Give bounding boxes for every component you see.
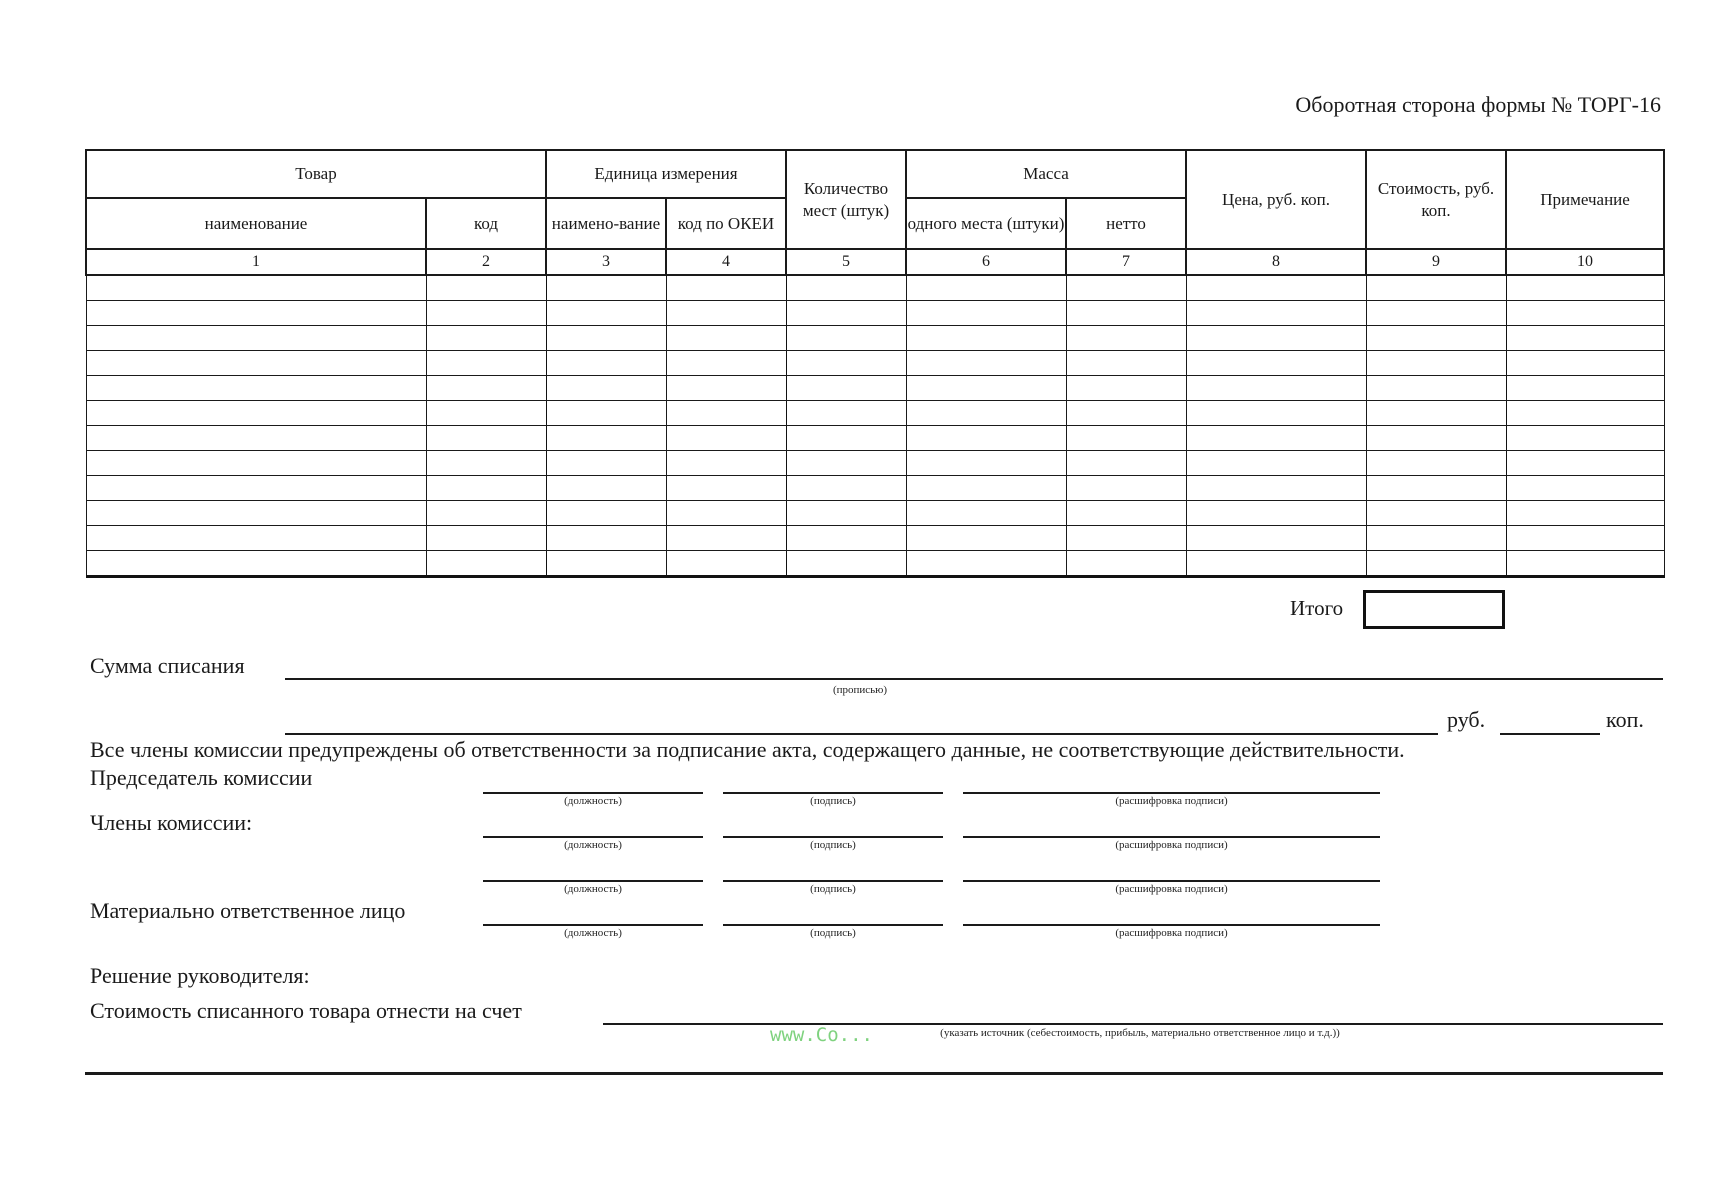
table-cell[interactable]: [1366, 275, 1506, 301]
table-cell[interactable]: [546, 326, 666, 351]
table-row: [86, 501, 1664, 526]
table-cell[interactable]: [546, 526, 666, 551]
table-cell[interactable]: [546, 401, 666, 426]
column-number: 2: [426, 249, 546, 275]
table-cell[interactable]: [86, 501, 426, 526]
table-row: [86, 326, 1664, 351]
table-cell[interactable]: [906, 376, 1066, 401]
rasshifrovka-hint: (расшифровка подписи): [1115, 795, 1228, 807]
table-cell[interactable]: [1186, 451, 1366, 476]
podpis-hint: (подпись): [810, 883, 856, 895]
podpis-line[interactable]: [723, 836, 943, 838]
table-cell[interactable]: [786, 376, 906, 401]
table-cell[interactable]: [1186, 551, 1366, 577]
table-cell[interactable]: [546, 351, 666, 376]
table-cell[interactable]: [1366, 401, 1506, 426]
table-cell[interactable]: [86, 275, 426, 301]
table-cell[interactable]: [1066, 326, 1186, 351]
rasshifrovka-hint: (расшифровка подписи): [1115, 883, 1228, 895]
watermark: www.Co...: [770, 1024, 873, 1046]
dolzhnost-hint: (должность): [564, 795, 622, 807]
dolzhnost-hint: (должность): [564, 839, 622, 851]
column-number: 8: [1186, 249, 1366, 275]
header-kolichestvo: Количество мест (штук): [786, 150, 906, 249]
column-number: 5: [786, 249, 906, 275]
table-cell[interactable]: [906, 326, 1066, 351]
table-cell[interactable]: [1066, 275, 1186, 301]
table-cell[interactable]: [1066, 526, 1186, 551]
table-cell[interactable]: [426, 275, 546, 301]
table-row: [86, 301, 1664, 326]
members-label: Члены комиссии:: [90, 810, 253, 835]
table-cell[interactable]: [546, 426, 666, 451]
column-number: 6: [906, 249, 1066, 275]
table-cell[interactable]: [906, 551, 1066, 577]
header-tovar: Товар: [86, 150, 546, 198]
header-massa: Масса: [906, 150, 1186, 198]
table-cell[interactable]: [426, 451, 546, 476]
subheader-kod: код: [426, 198, 546, 249]
table-cell[interactable]: [426, 476, 546, 501]
table-cell[interactable]: [786, 326, 906, 351]
table-row: [86, 476, 1664, 501]
table-cell[interactable]: [786, 526, 906, 551]
table-cell[interactable]: [1186, 326, 1366, 351]
table-cell[interactable]: [86, 551, 426, 577]
podpis-line[interactable]: [723, 924, 943, 926]
table-row: [86, 351, 1664, 376]
rasshifrovka-line[interactable]: [963, 924, 1380, 926]
table-cell[interactable]: [1066, 426, 1186, 451]
column-number: 3: [546, 249, 666, 275]
account-label: Стоимость списанного товара отнести на счет: [90, 998, 522, 1023]
table-cell[interactable]: [1506, 501, 1664, 526]
column-number: 9: [1366, 249, 1506, 275]
dolzhnost-line[interactable]: [483, 836, 703, 838]
table-cell[interactable]: [666, 501, 786, 526]
dolzhnost-hint: (должность): [564, 927, 622, 939]
table-cell[interactable]: [1186, 426, 1366, 451]
table-cell[interactable]: [1186, 501, 1366, 526]
decision-label: Решение руководителя:: [90, 963, 310, 988]
rasshifrovka-line[interactable]: [963, 792, 1380, 794]
table-cell[interactable]: [786, 301, 906, 326]
table-cell[interactable]: [666, 376, 786, 401]
table-cell[interactable]: [1366, 551, 1506, 577]
table-cell[interactable]: [906, 501, 1066, 526]
subheader-odnogo-mesta: одного места (штуки): [906, 198, 1066, 249]
table-cell[interactable]: [666, 275, 786, 301]
bottom-rule: [85, 1072, 1663, 1075]
table-cell[interactable]: [1366, 301, 1506, 326]
podpis-hint: (подпись): [810, 795, 856, 807]
table-cell[interactable]: [546, 476, 666, 501]
table-cell[interactable]: [426, 526, 546, 551]
table-body: [86, 275, 1664, 577]
podpis-line[interactable]: [723, 880, 943, 882]
table-row: [86, 376, 1664, 401]
table-cell[interactable]: [906, 476, 1066, 501]
table-cell[interactable]: [86, 451, 426, 476]
table-cell[interactable]: [1186, 275, 1366, 301]
table-cell[interactable]: [666, 351, 786, 376]
table-cell[interactable]: [426, 351, 546, 376]
account-hint: (указать источник (себестоимость, прибыль, материально ответственное лицо и т.д.)): [940, 1027, 1340, 1039]
table-cell[interactable]: [1506, 476, 1664, 501]
summa-line-2[interactable]: [285, 733, 1438, 735]
table-cell[interactable]: [86, 376, 426, 401]
table-cell[interactable]: [1186, 401, 1366, 426]
table-cell[interactable]: [1186, 376, 1366, 401]
rasshifrovka-line[interactable]: [963, 880, 1380, 882]
table-cell[interactable]: [666, 476, 786, 501]
table-row: [86, 551, 1664, 577]
table-cell[interactable]: [906, 526, 1066, 551]
table-cell[interactable]: [786, 401, 906, 426]
table-cell[interactable]: [786, 426, 906, 451]
table-cell[interactable]: [1066, 301, 1186, 326]
itogo-label: Итого: [1290, 596, 1344, 620]
table-cell[interactable]: [666, 551, 786, 577]
podpis-hint: (подпись): [810, 839, 856, 851]
podpis-hint: (подпись): [810, 927, 856, 939]
rub-label: руб.: [1447, 707, 1486, 732]
table-cell[interactable]: [86, 426, 426, 451]
table-cell[interactable]: [906, 426, 1066, 451]
column-number: 4: [666, 249, 786, 275]
table-cell[interactable]: [786, 351, 906, 376]
table-cell[interactable]: [1066, 376, 1186, 401]
form-title: Оборотная сторона формы № ТОРГ-16: [1295, 92, 1661, 117]
table-row: [86, 526, 1664, 551]
kop-line[interactable]: [1500, 733, 1600, 735]
table-cell[interactable]: [546, 376, 666, 401]
table-cell[interactable]: [1186, 476, 1366, 501]
table-cell[interactable]: [546, 551, 666, 577]
table-cell[interactable]: [1366, 476, 1506, 501]
header-cena: Цена, руб. коп.: [1186, 150, 1366, 249]
table-cell[interactable]: [1066, 551, 1186, 577]
table-cell[interactable]: [1066, 401, 1186, 426]
table-cell[interactable]: [426, 426, 546, 451]
table-cell[interactable]: [86, 301, 426, 326]
table-cell[interactable]: [1366, 501, 1506, 526]
table-cell[interactable]: [1186, 301, 1366, 326]
table-cell[interactable]: [666, 426, 786, 451]
warning-text: Все члены комиссии предупреждены об ответственности за подписание акта, содержащего данные, не соответствующие действительности.: [90, 737, 1405, 762]
table-cell[interactable]: [1366, 351, 1506, 376]
table-cell[interactable]: [1186, 351, 1366, 376]
table-cell[interactable]: [1506, 526, 1664, 551]
subheader-naimenovanie: наименование: [86, 198, 426, 249]
table-cell[interactable]: [666, 326, 786, 351]
table-cell[interactable]: [426, 551, 546, 577]
table-cell[interactable]: [906, 301, 1066, 326]
table-cell[interactable]: [1366, 426, 1506, 451]
table-cell[interactable]: [1066, 451, 1186, 476]
table-cell[interactable]: [906, 351, 1066, 376]
table-cell[interactable]: [1506, 451, 1664, 476]
table-cell[interactable]: [426, 326, 546, 351]
table-cell[interactable]: [1366, 451, 1506, 476]
table-cell[interactable]: [1066, 476, 1186, 501]
table-cell[interactable]: [1506, 351, 1664, 376]
table-cell[interactable]: [1366, 526, 1506, 551]
table-cell[interactable]: [86, 326, 426, 351]
table-cell[interactable]: [786, 451, 906, 476]
table-cell[interactable]: [1506, 326, 1664, 351]
goods-table: [85, 149, 1665, 578]
table-cell[interactable]: [1506, 551, 1664, 577]
subheader-kod-okei: код по ОКЕИ: [666, 198, 786, 249]
table-cell[interactable]: [666, 301, 786, 326]
dolzhnost-line[interactable]: [483, 880, 703, 882]
table-cell[interactable]: [786, 275, 906, 301]
table-cell[interactable]: [426, 501, 546, 526]
column-number: 1: [86, 249, 426, 275]
rasshifrovka-line[interactable]: [963, 836, 1380, 838]
table-cell[interactable]: [906, 275, 1066, 301]
table-row: [86, 275, 1664, 301]
dolzhnost-line[interactable]: [483, 792, 703, 794]
header-primechanie: Примечание: [1506, 150, 1664, 249]
table-cell[interactable]: [426, 401, 546, 426]
table-row: [86, 401, 1664, 426]
chairman-label: Председатель комиссии: [90, 765, 313, 790]
table-cell[interactable]: [1186, 526, 1366, 551]
table-cell[interactable]: [86, 401, 426, 426]
table-cell[interactable]: [786, 551, 906, 577]
table-cell[interactable]: [786, 476, 906, 501]
table-cell[interactable]: [666, 401, 786, 426]
table-cell[interactable]: [1066, 501, 1186, 526]
table-cell[interactable]: [546, 301, 666, 326]
subheader-ed-naimenovanie: наимено-вание: [546, 198, 666, 249]
table-cell[interactable]: [546, 501, 666, 526]
podpis-line[interactable]: [723, 792, 943, 794]
table-cell[interactable]: [426, 301, 546, 326]
itogo-value-cell[interactable]: [1363, 590, 1505, 629]
table-cell[interactable]: [906, 451, 1066, 476]
table-cell[interactable]: [86, 476, 426, 501]
header-edinica: Единица измерения: [546, 150, 786, 198]
table-cell[interactable]: [426, 376, 546, 401]
table-cell[interactable]: [786, 501, 906, 526]
table-cell[interactable]: [86, 351, 426, 376]
summa-spisaniya-label: Сумма списания: [90, 653, 245, 678]
table-cell[interactable]: [546, 275, 666, 301]
header-stoimost: Стоимость, руб. коп.: [1366, 150, 1506, 249]
dolzhnost-hint: (должность): [564, 883, 622, 895]
rasshifrovka-hint: (расшифровка подписи): [1115, 839, 1228, 851]
table-cell[interactable]: [86, 526, 426, 551]
table-cell[interactable]: [1506, 301, 1664, 326]
table-row: [86, 451, 1664, 476]
column-number: 10: [1506, 249, 1664, 275]
table-cell[interactable]: [1366, 376, 1506, 401]
table-cell[interactable]: [1066, 351, 1186, 376]
subheader-netto: нетто: [1066, 198, 1186, 249]
table-cell[interactable]: [1506, 376, 1664, 401]
kop-label: коп.: [1606, 707, 1644, 732]
table-cell[interactable]: [546, 451, 666, 476]
table-cell[interactable]: [1366, 326, 1506, 351]
responsible-label: Материально ответственное лицо: [90, 898, 406, 923]
table-cell[interactable]: [666, 526, 786, 551]
propisyu-hint: (прописью): [832, 684, 888, 696]
table-cell[interactable]: [1506, 275, 1664, 301]
table-cell[interactable]: [666, 451, 786, 476]
summa-propisyu-line[interactable]: [285, 678, 1663, 680]
table-row: [86, 426, 1664, 451]
table-cell[interactable]: [1506, 426, 1664, 451]
table-cell[interactable]: [906, 401, 1066, 426]
rasshifrovka-hint: (расшифровка подписи): [1115, 927, 1228, 939]
column-number: 7: [1066, 249, 1186, 275]
account-line[interactable]: [603, 1023, 1663, 1025]
table-cell[interactable]: [1506, 401, 1664, 426]
dolzhnost-line[interactable]: [483, 924, 703, 926]
